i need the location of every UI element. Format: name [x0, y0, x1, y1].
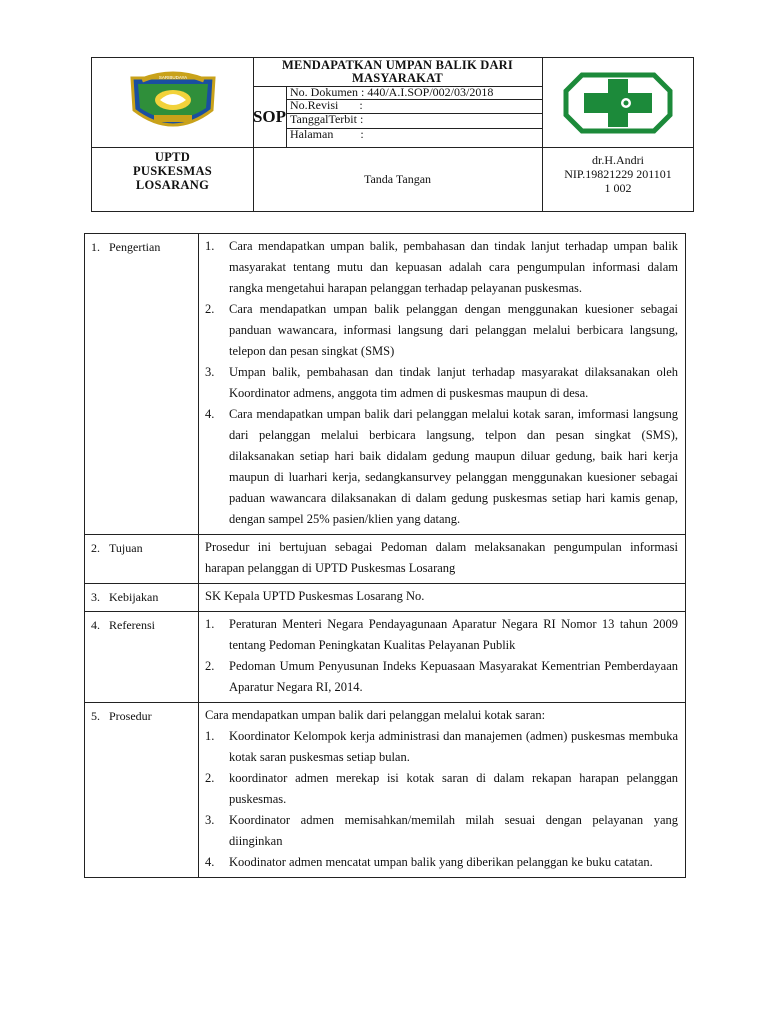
signatory-nip-cont: 1 002 — [604, 181, 632, 195]
regency-logo — [92, 58, 253, 147]
section-intro: Cara mendapatkan umpan balik dari pelanggan melalui kotak saran: — [205, 708, 546, 722]
list-item: 4. Cara mendapatkan umpan balik dari pelanggan melalui kotak saran, imformasi langsung dari pelanggan melalui berbicara langsung, telpon dan pesan singkat (SMS), dilaksanakan setiap hari baik didalam gedung maupun diluar gedung, baik hari kerja maupun di luarhari kerja, sedangkansurvey pelanggan menggunakan kuesioner sebagai paduan wawancara dilaksanakan di dalam gedung puskesmas setiap hari kamis genap, dengan sampel 25% pasien/klien yang datang. — [205, 407, 678, 526]
page-field: Halaman : — [290, 127, 364, 141]
regency-logo-icon — [124, 70, 222, 136]
issue-date-field: TanggalTerbit : — [290, 112, 364, 126]
section-content — [199, 234, 685, 534]
section-content — [199, 612, 685, 702]
signature-label: Tanda Tangan — [363, 172, 432, 186]
section-tujuan — [85, 534, 685, 583]
signatory-nip: NIP.19821229 201101 — [564, 167, 672, 181]
org-line-1: UPTD — [154, 150, 191, 164]
section-label: 5. Prosedur — [85, 703, 199, 877]
organization-name — [92, 147, 253, 212]
list-item: 1. Koordinator Kelompok kerja administrasi dan manajemen (admen) puskesmas membuka kotak saran puskesmas setiap bulan. — [205, 729, 678, 764]
list-item: 2. koordinator admen merekap isi kotak saran di dalam rekapan harapan pelanggan puskesmas. — [205, 771, 678, 806]
list-item: 2. Pedoman Umum Penyusunan Indeks Kepuasaan Masyarakat Kementrian Pemberdayaan Aparatur Negara RI, 2014. — [205, 659, 678, 694]
section-text: Prosedur ini bertujuan sebagai Pedoman dalam melaksanakan pengumpulan informasi harapan pelanggan di UPTD Puskesmas Losarang — [205, 540, 678, 575]
sop-body-table — [84, 233, 686, 878]
list-item: 3. Umpan balik, pembahasan dan tindak lanjut terhadap masyarakat dilaksanakan oleh Koordinator admens, anggota tim admen di puskesmas maupun di desa. — [205, 365, 678, 400]
section-kebijakan — [85, 583, 685, 611]
section-label: 2. Tujuan — [85, 535, 199, 583]
section-prosedur — [85, 702, 685, 877]
svg-text:SARIBUDAYA: SARIBUDAYA — [158, 74, 187, 80]
list-item: 3. Koordinator admen memisahkan/memilah milah sesuai dengan pelayanan yang diinginkan — [205, 813, 678, 848]
list-item: 1. Cara mendapatkan umpan balik, pembahasan dan tindak lanjut terhadap umpan balik masyarakat tentang mutu dan kepuasan adalah cara pengumpulan informasi dalam rangka mengetahui harapan pelanggan terhadap pelayanan puskesmas. — [205, 239, 678, 295]
org-line-3: LOSARANG — [135, 178, 210, 192]
sop-label: SOP — [252, 106, 287, 126]
revision-field: No.Revisi : — [290, 98, 363, 112]
signatory-name: dr.H.Andri — [592, 153, 644, 167]
section-content — [199, 703, 685, 877]
doc-number: No. Dokumen : 440/A.I.SOP/002/03/2018 — [290, 85, 494, 99]
signatory-block — [542, 147, 694, 212]
org-line-2: PUSKESMAS — [132, 164, 213, 178]
list-item: 1. Peraturan Menteri Negara Pendayagunaan Aparatur Negara RI Nomor 13 tahun 2009 tentang Pedoman Peningkatan Kualitas Pelayanan Publik — [205, 617, 678, 652]
list-item: 4. Koodinator admen mencatat umpan balik yang diberikan pelanggan ke buku catatan. — [205, 855, 653, 869]
section-pengertian — [85, 234, 685, 534]
section-label: 3. Kebijakan — [85, 584, 199, 611]
sop-header-table — [91, 57, 694, 212]
list-item: 2. Cara mendapatkan umpan balik pelanggan dengan menggunakan kuesioner sebagai panduan wawancara, informasi langsung dari pelanggan melalui berbicara langsung, telepon dan pesan singkat (SMS) — [205, 302, 678, 358]
section-label: 1. Pengertian — [85, 234, 199, 534]
section-text: SK Kepala UPTD Puskesmas Losarang No. — [205, 589, 425, 603]
section-referensi — [85, 611, 685, 702]
section-content — [199, 535, 685, 583]
puskesmas-logo — [542, 58, 694, 147]
puskesmas-logo-icon — [562, 71, 674, 135]
document-title: MENDAPATKAN UMPAN BALIK DARI MASYARAKAT — [282, 58, 513, 85]
section-label: 4. Referensi — [85, 612, 199, 702]
section-content — [199, 584, 685, 611]
